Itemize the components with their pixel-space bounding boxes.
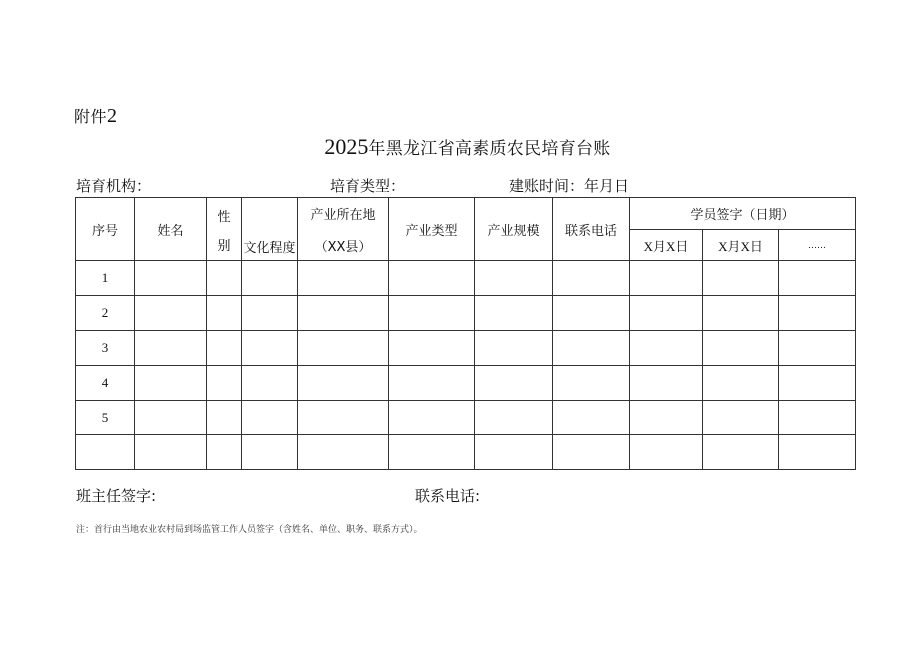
cell-gender[interactable] (207, 296, 242, 331)
cell-sign-1[interactable] (630, 261, 703, 296)
cell-gender[interactable] (207, 331, 242, 366)
cell-industry-scale[interactable] (475, 331, 553, 366)
cell-name[interactable] (135, 261, 207, 296)
header-industry-scale: 产业规模 (475, 198, 553, 261)
cell-industry-type[interactable] (389, 331, 475, 366)
header-sign-date-2: X月X日 (703, 230, 779, 261)
table-row (76, 435, 856, 470)
cell-industry-scale[interactable] (475, 435, 553, 470)
training-type-label: 培育类型： (330, 177, 406, 195)
cell-sign-more[interactable] (779, 401, 856, 435)
table-row (76, 296, 856, 331)
cell-education[interactable] (242, 401, 298, 435)
cell-sign-more[interactable] (779, 296, 856, 331)
table-row (76, 366, 856, 401)
row-number: 3 (76, 331, 135, 366)
header-phone: 联系电话 (553, 198, 630, 261)
attachment-label (74, 104, 118, 128)
footnote: 注：首行由当地农业农村局到场监管工作人员签字（含姓名、单位、职务、联系方式）。 (76, 525, 423, 535)
contact-phone-label: 联系电话: (415, 487, 481, 505)
cell-gender[interactable] (207, 435, 242, 470)
cell-name[interactable] (135, 401, 207, 435)
cell-sign-more[interactable] (779, 435, 856, 470)
header-location-bottom: （XX县） (314, 240, 372, 255)
cell-location[interactable] (298, 296, 389, 331)
header-sign-date-1: X月X日 (630, 230, 703, 261)
header-education: 文化程度 (242, 198, 298, 261)
header-gender (207, 198, 242, 261)
header-signature: 学员签字（日期） (630, 198, 856, 230)
cell-education[interactable] (242, 296, 298, 331)
cell-name[interactable] (135, 435, 207, 470)
cell-name[interactable] (135, 331, 207, 366)
table-row (76, 401, 856, 435)
cell-phone[interactable] (553, 261, 630, 296)
row-number: 2 (76, 296, 135, 331)
cell-phone[interactable] (553, 366, 630, 401)
cell-industry-type[interactable] (389, 435, 475, 470)
header-industry-type: 产业类型 (389, 198, 475, 261)
header-gender-top: 性 (217, 210, 231, 225)
header-name: 姓名 (135, 198, 207, 261)
cell-industry-scale[interactable] (475, 366, 553, 401)
cell-sign-2[interactable] (703, 435, 779, 470)
attachment-text: 附件 (74, 107, 108, 126)
cell-location[interactable] (298, 435, 389, 470)
cell-sign-1[interactable] (630, 366, 703, 401)
cell-name[interactable] (135, 366, 207, 401)
header-seq: 序号 (76, 198, 135, 261)
cell-sign-2[interactable] (703, 261, 779, 296)
cell-sign-more[interactable] (779, 366, 856, 401)
cell-education[interactable] (242, 331, 298, 366)
cell-location[interactable] (298, 261, 389, 296)
document-title (0, 134, 920, 160)
cell-industry-type[interactable] (389, 296, 475, 331)
cell-sign-1[interactable] (630, 435, 703, 470)
cell-education[interactable] (242, 261, 298, 296)
cell-industry-type[interactable] (389, 261, 475, 296)
cell-sign-1[interactable] (630, 296, 703, 331)
row-number: 5 (76, 401, 135, 435)
row-number: 1 (76, 261, 135, 296)
cell-education[interactable] (242, 366, 298, 401)
cell-gender[interactable] (207, 261, 242, 296)
title-year: 2025 (324, 134, 369, 159)
cell-phone[interactable] (553, 435, 630, 470)
table-row (76, 331, 856, 366)
cell-sign-1[interactable] (630, 331, 703, 366)
cell-sign-2[interactable] (703, 331, 779, 366)
header-gender-bottom: 别 (217, 239, 231, 254)
cell-sign-more[interactable] (779, 331, 856, 366)
ledger-date-label: 建账时间：年月日 (509, 177, 630, 195)
cell-education[interactable] (242, 435, 298, 470)
cell-location[interactable] (298, 366, 389, 401)
row-number (76, 435, 135, 470)
cell-sign-2[interactable] (703, 296, 779, 331)
cell-location[interactable] (298, 331, 389, 366)
cell-sign-more[interactable] (779, 261, 856, 296)
cell-sign-2[interactable] (703, 401, 779, 435)
cell-industry-type[interactable] (389, 366, 475, 401)
header-row-top (76, 198, 856, 230)
title-text: 年黑龙江省高素质农民培育台账 (368, 139, 611, 159)
training-org-label: 培育机构： (76, 177, 152, 195)
cell-industry-scale[interactable] (475, 261, 553, 296)
cell-name[interactable] (135, 296, 207, 331)
cell-sign-2[interactable] (703, 366, 779, 401)
cell-phone[interactable] (553, 401, 630, 435)
cell-phone[interactable] (553, 331, 630, 366)
header-location-top: 产业所在地 (310, 208, 376, 223)
cell-sign-1[interactable] (630, 401, 703, 435)
header-sign-more: …… (779, 230, 856, 261)
attachment-number: 2 (107, 105, 118, 127)
cell-gender[interactable] (207, 401, 242, 435)
cell-industry-type[interactable] (389, 401, 475, 435)
cell-phone[interactable] (553, 296, 630, 331)
head-teacher-signature-label: 班主任签字: (76, 487, 157, 505)
cell-location[interactable] (298, 401, 389, 435)
header-location (298, 198, 389, 261)
table-row (76, 261, 856, 296)
cell-gender[interactable] (207, 366, 242, 401)
cell-industry-scale[interactable] (475, 296, 553, 331)
row-number: 4 (76, 366, 135, 401)
cell-industry-scale[interactable] (475, 401, 553, 435)
training-ledger-table (75, 197, 856, 470)
